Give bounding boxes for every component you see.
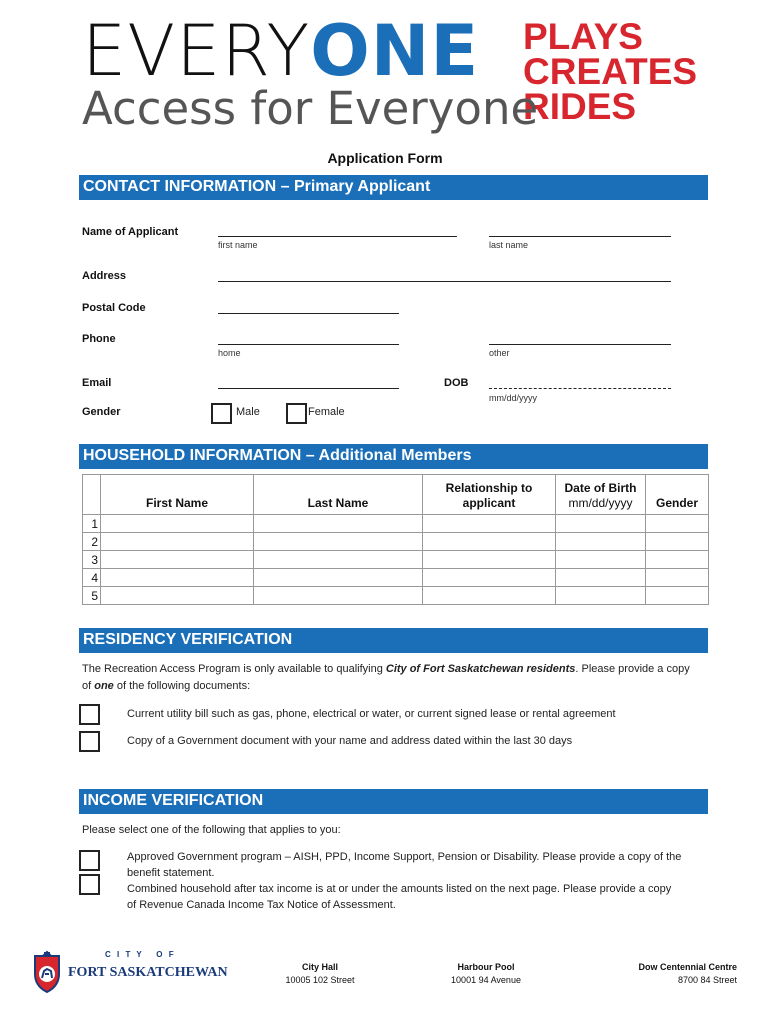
residency-intro-line1 xyxy=(82,663,690,675)
first-name-field[interactable] xyxy=(218,236,457,237)
household-section-header xyxy=(79,444,708,469)
last-name-cell[interactable] xyxy=(254,551,423,569)
dob-cell[interactable] xyxy=(556,569,646,587)
dob-hint: mm/dd/yyyy xyxy=(489,393,538,403)
relationship-cell[interactable] xyxy=(423,569,556,587)
gender-label: Gender xyxy=(82,406,121,418)
relationship-header-line1: Relationship to xyxy=(445,481,533,495)
first-name-cell[interactable] xyxy=(101,569,254,587)
last-name-cell[interactable] xyxy=(254,533,423,551)
household-income-label-line1: Combined household after tax income is at or under the amounts listed on the next page. Please provide a copy xyxy=(127,883,672,895)
row-number: 3 xyxy=(83,551,101,569)
gender-column-header: Gender xyxy=(646,475,709,515)
phone-other-field[interactable] xyxy=(489,344,671,345)
table-row xyxy=(83,533,709,551)
contact-heading: CONTACT INFORMATION – Primary Applicant xyxy=(83,178,431,195)
gender-cell[interactable] xyxy=(646,515,709,533)
dob-cell[interactable] xyxy=(556,533,646,551)
residency-intro-of: of xyxy=(82,680,95,692)
logo-rides: RIDES xyxy=(523,86,637,127)
table-row xyxy=(83,515,709,533)
email-label: Email xyxy=(82,377,112,389)
fort-saskatchewan-crest-icon xyxy=(31,950,63,994)
first-name-cell[interactable] xyxy=(101,587,254,605)
address-label: Address xyxy=(82,270,127,282)
household-heading: HOUSEHOLD INFORMATION – Additional Members xyxy=(83,447,472,464)
residency-intro-docs: of the following documents: xyxy=(113,680,251,692)
last-name-cell[interactable] xyxy=(254,587,423,605)
row-number-header xyxy=(83,475,101,515)
name-label: Name of Applicant xyxy=(82,226,179,238)
residency-intro-line2 xyxy=(82,680,250,692)
household-income-label-line2: of Revenue Canada Income Tax Notice of Assessment. xyxy=(127,899,396,911)
logo-access-tagline: Access for Everyone xyxy=(82,82,539,135)
dob-label: DOB xyxy=(444,377,469,389)
male-label: Male xyxy=(236,406,260,418)
phone-other-hint: other xyxy=(489,348,510,358)
first-name-column-header: First Name xyxy=(101,475,254,515)
last-name-cell[interactable] xyxy=(254,515,423,533)
relationship-cell[interactable] xyxy=(423,551,556,569)
first-name-cell[interactable] xyxy=(101,515,254,533)
postal-code-field[interactable] xyxy=(218,313,399,314)
row-number: 1 xyxy=(83,515,101,533)
last-name-column-header: Last Name xyxy=(254,475,423,515)
income-heading: INCOME VERIFICATION xyxy=(83,792,264,809)
residency-intro-one: one xyxy=(94,680,114,692)
government-program-label-line1: Approved Government program – AISH, PPD, Income Support, Pension or Disability. Please provide a copy of the xyxy=(127,851,682,863)
postal-code-label: Postal Code xyxy=(82,302,146,314)
table-row xyxy=(83,569,709,587)
footer-dow-centre-name: Dow Centennial Centre xyxy=(638,962,737,972)
dob-header-line2: mm/dd/yyyy xyxy=(568,496,633,510)
residency-section-header xyxy=(79,628,708,653)
dob-header-line1: Date of Birth xyxy=(564,481,637,495)
first-name-hint: first name xyxy=(218,240,258,250)
income-intro: Please select one of the following that applies to you: xyxy=(82,824,341,836)
logo-every-text: EVERY xyxy=(82,10,311,92)
relationship-header-line2: applicant xyxy=(462,496,516,510)
first-name-cell[interactable] xyxy=(101,551,254,569)
phone-home-field[interactable] xyxy=(218,344,399,345)
logo-one-text: ONE xyxy=(310,10,480,92)
phone-home-hint: home xyxy=(218,348,241,358)
relationship-column-header xyxy=(423,475,556,515)
row-number: 2 xyxy=(83,533,101,551)
row-number: 4 xyxy=(83,569,101,587)
logo-plays: PLAYS xyxy=(523,16,643,57)
dob-cell[interactable] xyxy=(556,587,646,605)
dob-column-header xyxy=(556,475,646,515)
gender-cell[interactable] xyxy=(646,587,709,605)
government-program-label-line2: benefit statement. xyxy=(127,867,215,879)
footer-fort-saskatchewan: FORT SASKATCHEWAN xyxy=(68,965,228,980)
female-checkbox[interactable] xyxy=(286,403,307,424)
utility-bill-label: Current utility bill such as gas, phone, electrical or water, or current signed lease or rental agreement xyxy=(127,708,616,720)
contact-section-header xyxy=(79,175,708,200)
income-section-header xyxy=(79,789,708,814)
footer-harbour-pool-name: Harbour Pool xyxy=(457,962,515,972)
residency-intro-bold: City of Fort Saskatchewan residents xyxy=(385,663,576,675)
gender-cell[interactable] xyxy=(646,533,709,551)
relationship-cell[interactable] xyxy=(423,533,556,551)
relationship-cell[interactable] xyxy=(423,515,556,533)
dob-cell[interactable] xyxy=(556,551,646,569)
dob-field[interactable] xyxy=(489,388,671,389)
male-checkbox[interactable] xyxy=(211,403,232,424)
address-field[interactable] xyxy=(218,281,671,282)
residency-intro-text-end: . Please provide a copy xyxy=(575,663,690,675)
logo-everyone xyxy=(82,10,480,92)
footer-city-of: C I T Y O F xyxy=(105,950,176,959)
government-document-label: Copy of a Government document with your name and address dated within the last 30 days xyxy=(127,735,573,747)
residency-heading: RESIDENCY VERIFICATION xyxy=(83,631,293,648)
last-name-hint: last name xyxy=(489,240,529,250)
email-field[interactable] xyxy=(218,388,399,389)
household-table xyxy=(82,474,709,605)
footer-city-hall-address: 10005 102 Street xyxy=(285,975,355,985)
form-title: Application Form xyxy=(327,150,443,166)
footer-harbour-pool-address: 10001 94 Avenue xyxy=(451,975,521,985)
footer-dow-centre-address: 8700 84 Street xyxy=(677,975,737,985)
utility-bill-checkbox[interactable] xyxy=(79,704,100,725)
row-number: 5 xyxy=(83,587,101,605)
household-income-checkbox[interactable] xyxy=(79,874,100,895)
gender-cell[interactable] xyxy=(646,551,709,569)
logo-creates: CREATES xyxy=(523,51,698,92)
footer-city-hall-name: City Hall xyxy=(301,962,338,972)
table-row xyxy=(83,551,709,569)
first-name-cell[interactable] xyxy=(101,533,254,551)
government-program-checkbox[interactable] xyxy=(79,850,100,871)
dob-cell[interactable] xyxy=(556,515,646,533)
female-label: Female xyxy=(308,406,345,418)
government-document-checkbox[interactable] xyxy=(79,731,100,752)
gender-cell[interactable] xyxy=(646,569,709,587)
table-row xyxy=(83,587,709,605)
relationship-cell[interactable] xyxy=(423,587,556,605)
phone-label: Phone xyxy=(82,333,116,345)
last-name-cell[interactable] xyxy=(254,569,423,587)
last-name-field[interactable] xyxy=(489,236,671,237)
residency-intro-text: The Recreation Access Program is only available to qualifying xyxy=(82,663,386,675)
